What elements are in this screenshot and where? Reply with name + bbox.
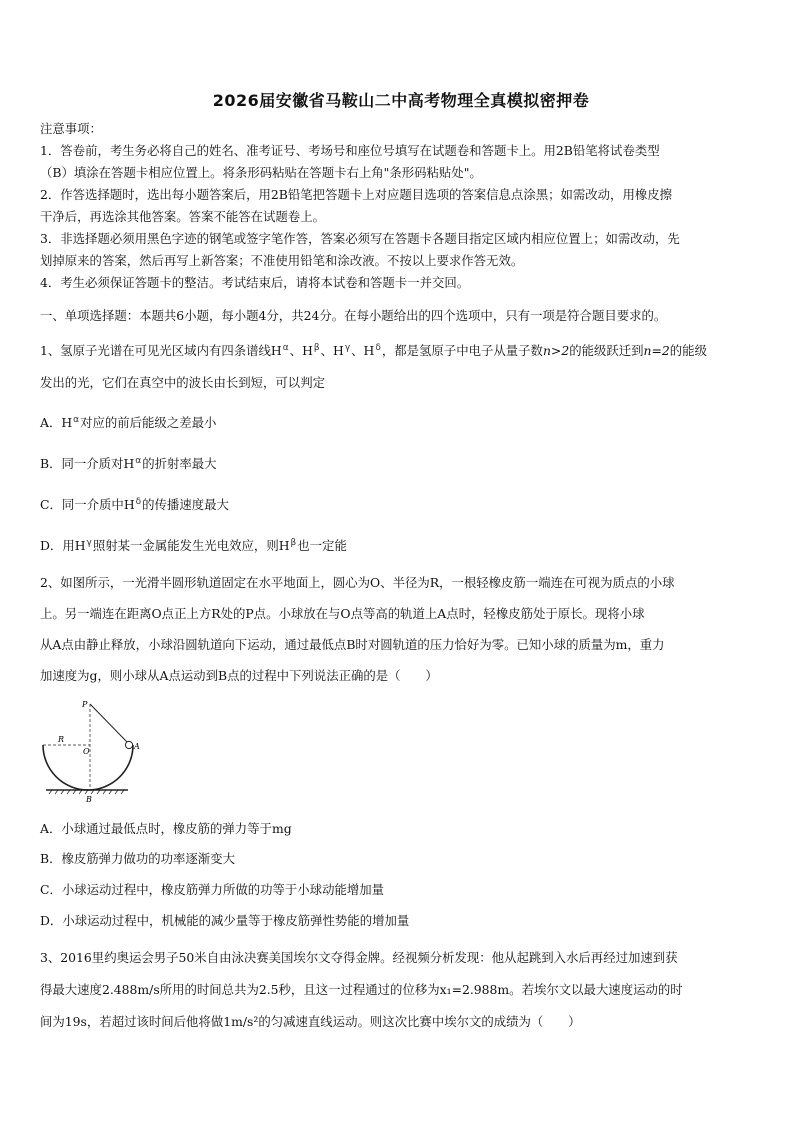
label-r: R [58, 735, 65, 744]
question-1 [40, 340, 762, 394]
rubber-band-line [90, 704, 127, 742]
q1-option-c[interactable]: C．同一介质中$H^\delta$的传播速度最大 [40, 496, 229, 512]
notice-section [40, 118, 762, 294]
q1-line-1: 1、氢原子光谱在可见光区域内有四条谱线$H^\alpha$、$H^\beta$、$H^\gamma$、$H^\delta$，都是氢原子中电子从量子数n>2的能级跃迁到n=2的能级 [40, 342, 707, 358]
q2-option-c[interactable]: C．小球运动过程中，橡皮筋弹力所做的功等于小球动能增加量 [40, 882, 385, 897]
q1-option-a[interactable]: A．$H^\alpha$对应的前后能级之差最小 [40, 414, 217, 430]
q2-line: 上。另一端连在距离O点正上方R处的P点。小球放在与O点等高的轨道上A点时，轻橡皮筋处于原长。现将小球 [40, 606, 645, 621]
q2-option-b[interactable]: B．橡皮筋弹力做功的功率逐渐变大 [40, 851, 235, 866]
q1-line-2: 发出的光，它们在真空中的波长由长到短，可以判定 [40, 375, 325, 390]
semicircle-track-diagram [40, 692, 140, 812]
notice-line: 划掉原来的答案，然后再写上新答案；不准使用铅笔和涂改液。不按以上要求作答无效。 [40, 253, 524, 268]
label-p: P [82, 700, 88, 709]
q2-line: 从A点由静止释放，小球沿圆轨道向下运动，通过最低点B时对圆轨道的压力恰好为零。已知小球的质量为m，重力 [40, 637, 665, 652]
label-o: O [83, 747, 90, 756]
question-3 [40, 942, 762, 1038]
q1-option-d[interactable]: D．用$H^\gamma$照射某一金属能发生光电效应，则$H^\beta$也一定能 [40, 537, 347, 553]
q2-line: 加速度为g，则小球从A点运动到B点的过程中下列说法正确的是（ ） [40, 668, 438, 683]
section-heading: 一、单项选择题：本题共6小题，每小题4分，共24分。在每小题给出的四个选项中，只有一项是符合题目要求的。 [40, 308, 667, 323]
q2-option-d[interactable]: D．小球运动过程中，机械能的减少量等于橡皮筋弹性势能的增加量 [40, 913, 410, 928]
notice-line: 4．考生必须保证答题卡的整洁。考试结束后，请将本试卷和答题卡一并交回。 [40, 275, 470, 290]
notice-heading: 注意事项： [40, 121, 102, 136]
q3-line: 间为19s，若超过该时间后他将做1m/s²的匀减速直线运动。则这次比赛中埃尔文的成绩为（ ） [40, 1014, 581, 1029]
page-title: 2026届安徽省马鞍山二中高考物理全真模拟密押卷 [212, 91, 590, 110]
label-b: B [86, 795, 92, 804]
question-2 [40, 567, 762, 691]
notice-line: 干净后，再选涂其他答案。答案不能答在试题卷上。 [40, 209, 325, 224]
q3-line: 3、2016里约奥运会男子50米自由泳决赛美国埃尔文夺得金牌。经视频分析发现：他从起跳到入水后再经过加速到获 [40, 950, 678, 965]
ball [125, 741, 132, 748]
notice-line: 3．非选择题必须用黑色字迹的钢笔或签字笔作答，答案必须写在答题卡各题目指定区域内相应位置上；如需改动，先 [40, 231, 680, 246]
q2-option-a[interactable]: A．小球通过最低点时，橡皮筋的弹力等于mg [40, 821, 292, 836]
q1-option-b[interactable]: B．同一介质对$H^\alpha$的折射率最大 [40, 455, 217, 471]
q2-line: 2、如图所示，一光滑半圆形轨道固定在水平地面上，圆心为O、半径为R，一根轻橡皮筋一端连在可视为质点的小球 [40, 575, 675, 590]
label-a: A [134, 742, 140, 751]
notice-line: 2．作答选择题时，选出每小题答案后，用2B铅笔把答题卡上对应题目选项的答案信息点涂黑；如需改动，用橡皮擦 [40, 187, 673, 202]
notice-line: （B）填涂在答题卡相应位置上。将条形码粘贴在答题卡右上角"条形码粘贴处"。 [40, 165, 482, 180]
q3-line: 得最大速度2.488m/s所用的时间总共为2.5秒，且这一过程通过的位移为x₁=2.988m。若埃尔文以最大速度运动的时 [40, 982, 683, 997]
notice-line: 1．答卷前，考生务必将自己的姓名、准考证号、考场号和座位号填写在试题卷和答题卡上。用2B铅笔将试卷类型 [40, 143, 660, 158]
